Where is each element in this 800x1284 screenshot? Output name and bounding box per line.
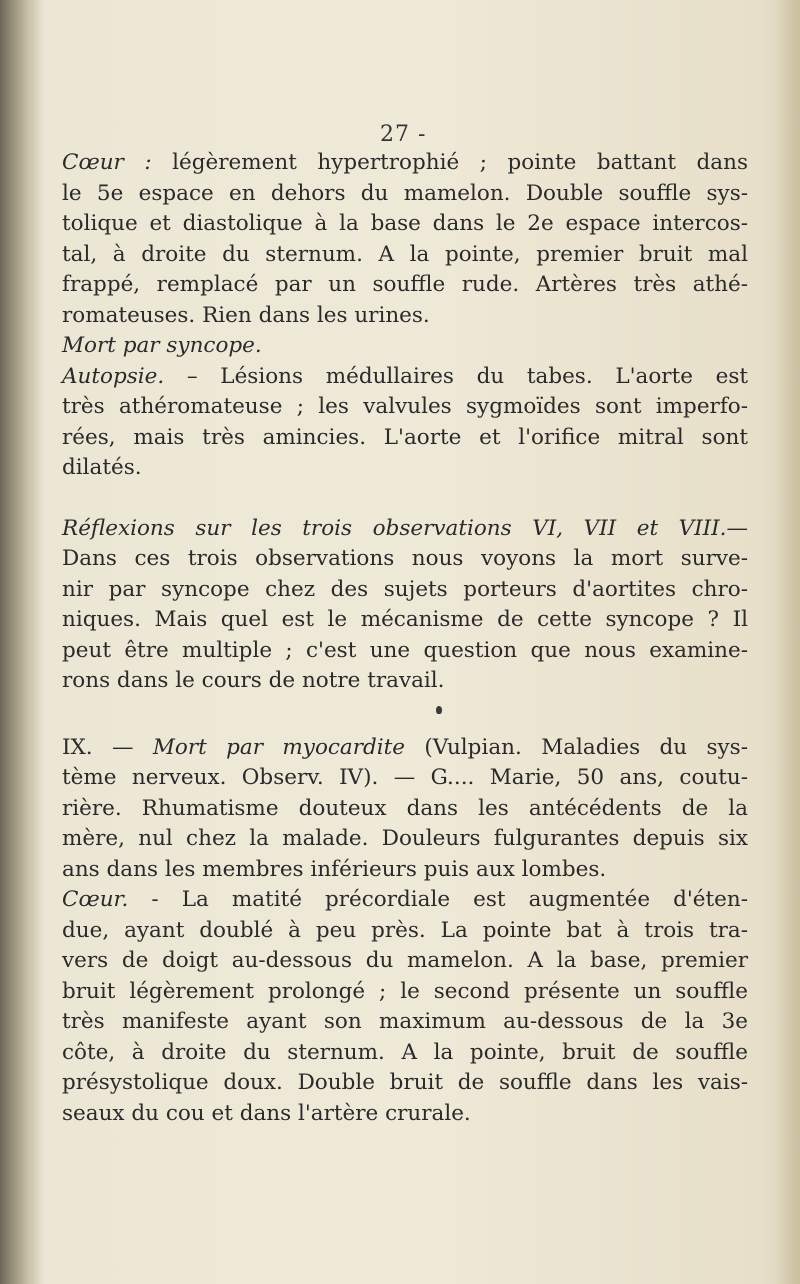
page-binding-shadow — [0, 0, 44, 1284]
text-line: peut être multiple ; c'est une question que nous examine- — [62, 637, 748, 663]
text-line: mère, nul chez la malade. Douleurs fulgurantes depuis six — [62, 826, 748, 851]
paragraph-observation-ix — [62, 733, 748, 886]
paragraph-reflexions — [62, 514, 748, 697]
text-line: Mort par syncope. — [62, 333, 262, 358]
text-line: présystolique doux. Double bruit de souffle dans les vais- — [62, 1070, 748, 1095]
text-line: très athéromateuse ; les valvules sygmoïdes sont imperfo- — [62, 394, 748, 419]
text-line: Dans ces trois observations nous voyons la mort surve- — [62, 546, 748, 571]
paragraph-coeur-1 — [62, 148, 748, 331]
paragraph-mort-syncope — [62, 331, 748, 362]
text-line: tolique et diastolique à la base dans le 2e espace intercos- — [62, 211, 748, 236]
text-line: le 5e espace en dehors du mamelon. Double souffle sys- — [62, 180, 748, 206]
text-line: frappé, remplacé par un souffle rude. Artères très athé- — [62, 272, 748, 297]
text-line: Autopsie. – Lésions médullaires du tabes. L'aorte est — [62, 363, 748, 389]
text-line: bruit légèrement prolongé ; le second présente un souffle — [62, 978, 748, 1004]
page-number: 27 - — [380, 122, 427, 147]
text-line: IX. — Mort par myocardite (Vulpian. Maladies du sys- — [62, 734, 748, 760]
text-line: côte, à droite du sternum. A la pointe, bruit de souffle — [62, 1039, 748, 1065]
text-line: Réflexions sur les trois observations VI, VII et VIII.— — [62, 515, 748, 541]
text-line: très manifeste ayant son maximum au-dessous de la 3e — [62, 1009, 748, 1034]
text-line: Cœur. - La matité précordiale est augmentée d'éten- — [62, 887, 748, 912]
text-line: dilatés. — [62, 455, 142, 480]
section-divider-mark — [436, 706, 442, 714]
paragraph-coeur-2 — [62, 885, 748, 1129]
text-line: seaux du cou et dans l'artère crurale. — [62, 1100, 471, 1126]
text-line: tème nerveux. Observ. IV). — G.... Marie, 50 ans, coutu- — [62, 765, 748, 790]
text-line: Cœur : légèrement hypertrophié ; pointe battant dans — [62, 150, 749, 175]
text-line: rière. Rhumatisme douteux dans les antécédents de la — [62, 795, 748, 821]
text-line: romateuses. Rien dans les urines. — [62, 302, 430, 328]
text-line: niques. Mais quel est le mécanisme de cette syncope ? Il — [62, 607, 748, 632]
text-line: rons dans le cours de notre travail. — [62, 668, 445, 693]
paragraph-autopsie — [62, 362, 748, 484]
text-line: rées, mais très amincies. L'aorte et l'orifice mitral sont — [62, 424, 748, 450]
page-edge-shadow — [778, 0, 800, 1284]
text-line: tal, à droite du sternum. A la pointe, premier bruit mal — [62, 241, 748, 267]
text-line: ans dans les membres inférieurs puis aux lombes. — [62, 856, 607, 882]
text-line: nir par syncope chez des sujets porteurs d'aortites chro- — [62, 576, 748, 602]
text-line: due, ayant doublé à peu près. La pointe bat à trois tra- — [62, 917, 748, 943]
text-line: vers de doigt au-dessous du mamelon. A la base, premier — [62, 948, 748, 973]
body-text — [62, 148, 748, 1129]
